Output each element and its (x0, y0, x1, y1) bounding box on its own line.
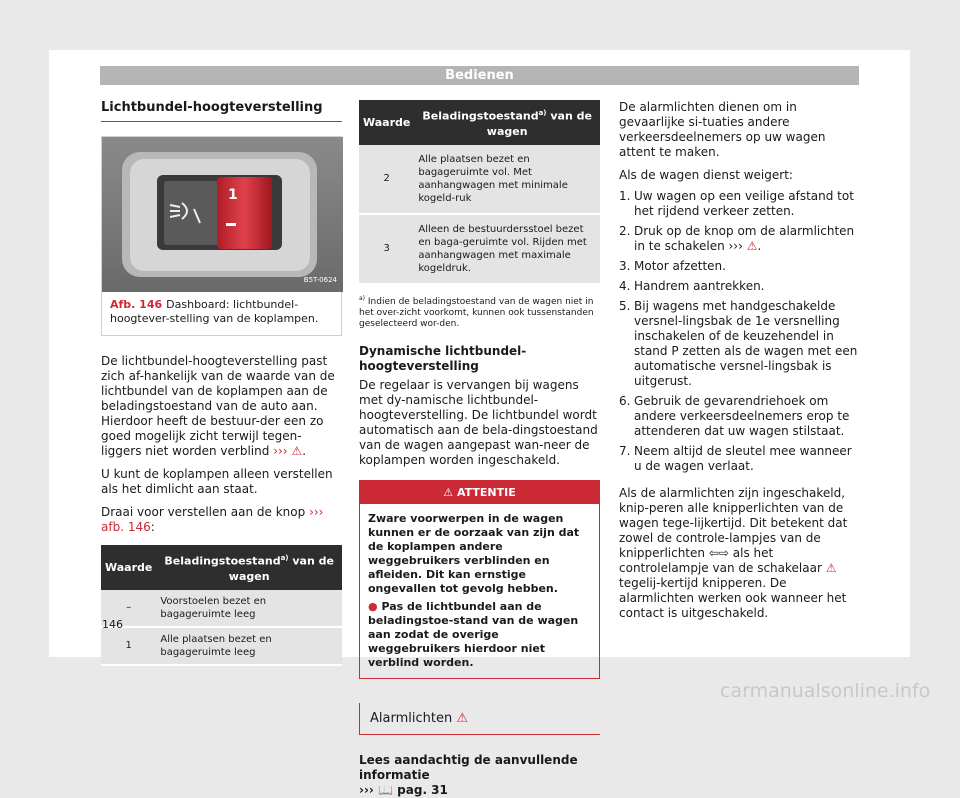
attention-body: Zware voorwerpen in de wagen kunnen er de oorzaak van zijn dat de koplampen andere weggebruikers verblinden en afleiden. Dit kan ernstige ongevallen tot gevolg hebben. ● Pas de lichtbundel aan de beladingstoe-stand van de wagen aan zodat de overige weggebruikers hierdoor niet verblind worden. (368, 511, 580, 669)
table-cell: Voorstoelen bezet en bagageruimte leeg (156, 590, 342, 627)
table-row (359, 145, 600, 214)
chapter-header: Bedienen (100, 66, 859, 85)
list-item: 1. Uw wagen op een veilige afstand tot het rijdend verkeer zetten. (619, 189, 854, 218)
headlight-range-control-image (102, 137, 343, 292)
table-row (359, 214, 600, 284)
table-row (101, 590, 342, 627)
column-2 (359, 100, 600, 798)
warning-icon: ⚠ (456, 710, 468, 726)
list-item: 6. Gebruik de gevarendriehoek om andere verkeersdeelnemers erop te attenderen dat uw wagen stilstaat. (619, 394, 850, 438)
table-cell: 2 (359, 145, 414, 214)
cross-ref-arrow[interactable]: ››› (273, 444, 288, 458)
table-cell: Alle plaatsen bezet en bagageruimte leeg (156, 627, 342, 665)
paragraph: U kunt de koplampen alleen verstellen als het dimlicht aan staat. (101, 467, 333, 496)
attention-header: ⚠ ATTENTIE (360, 481, 599, 504)
watermark: carmanualsonline.info (720, 680, 931, 702)
column-3 (619, 100, 860, 621)
footnote: $^{a)}$ Indien de beladingstoestand van de wagen niet in het over-zicht voorkomt, kunnen ook tussenstanden geselecteerd wor-den. (359, 294, 594, 329)
paragraph: Draai voor verstellen aan de knop ››› afb. 146: (101, 505, 324, 534)
list-item: 7. Neem altijd de sleutel mee wanneer u de wagen verlaat. (619, 444, 852, 473)
turn-signal-icon: ⇦⇨ (708, 546, 729, 560)
table-cell: Alle plaatsen bezet en bagageruimte vol. Met aanhangwagen met minimale kogeld-ruk (414, 145, 600, 214)
steps-list (619, 189, 860, 474)
loading-table (101, 545, 342, 666)
column-header: Waarde (101, 545, 156, 590)
page-number: 146 (102, 618, 123, 631)
table-header-row (101, 545, 342, 590)
list-item: 5. Bij wagens met handgeschakelde versnel-lingsbak de 1e versnelling inschakelen of de keuzehendel in stand P zetten als de wagen met een automatische versnel-lingsbak is uitgerust. (619, 299, 858, 388)
table-cell: – (101, 590, 156, 627)
paragraph: De regelaar is vervangen bij wagens met dy-namische lichtbundel-hoogteverstelling. De lichtbundel wordt automatisch aan de bela-dingstoestand van de wagen aangepast wan-neer de koplampen worden ingeschakeld. (359, 377, 598, 467)
list-item: 3. Motor afzetten. (619, 259, 726, 273)
subsection-title: Dynamische lichtbundel-hoogteverstelling (359, 343, 527, 373)
book-icon: 📖 (378, 782, 393, 797)
paragraph: Als de wagen dienst weigert: (619, 168, 793, 182)
bullet-icon: ● (368, 599, 378, 613)
table-cell: 1 (101, 627, 156, 665)
table-cell: Alleen de bestuurdersstoel bezet en baga-geruimte vol. Rijden met aanhangwagen met maximale kogeldruk. (414, 214, 600, 284)
figure-caption-text: Dashboard: lichtbundel-hoogtever-stelling van de koplampen. (110, 298, 319, 325)
paragraph: Als de alarmlichten zijn ingeschakeld, knip-peren alle knipperlichten van de wagen tege-lijkertijd. Dit betekent dat zowel de controle-lampjes van de knipperlichten ⇦⇨ als het controlelampje van de schakelaar ⚠ tegelij-kertijd knipperen. De alarmlichten werken ook wanneer het contact is uitgeschakeld. (619, 486, 848, 620)
section-title: Lichtbundel-hoogteverstelling (101, 100, 342, 122)
dashboard-photo (102, 137, 343, 292)
page-link[interactable]: pag. 31 (397, 782, 448, 797)
column-header: Beladingstoestand$^{a)}$ van de wagen (156, 545, 342, 590)
warning-icon: ⚠ (443, 485, 454, 499)
warning-icon: ⚠ (291, 444, 303, 458)
paragraph: De alarmlichten dienen om in gevaarlijke si-tuaties andere verkeersdeelnemers op uw wagen attent te maken. (619, 100, 826, 159)
list-item: 2. Druk op de knop om de alarmlichten in te schakelen ››› ⚠. (619, 224, 855, 253)
paragraph: De lichtbundel-hoogteverstelling past zich af-hankelijk van de waarde van de lichtbundel van de koplampen aan de beladingstoestand van de auto aan. Hierdoor heeft de bestuur-der een zo goed mogelijk zicht terwijl tegen-liggers niet worden verblind ››› ⚠. (101, 354, 335, 458)
warning-icon: ⚠ (825, 561, 837, 575)
more-info: Lees aandachtig de aanvullende informatie ››› 📖 pag. 31 (359, 752, 578, 797)
column-header: Beladingstoestand$^{a)}$ van de wagen (414, 100, 600, 145)
list-item: 4. Handrem aantrekken. (619, 279, 765, 293)
table-row (101, 627, 342, 665)
attention-box (359, 480, 600, 679)
column-1 (101, 100, 342, 666)
figure-caption (102, 292, 341, 332)
figure-146 (101, 136, 342, 336)
alarm-section-title: Alarmlichten ⚠ (359, 703, 600, 735)
table-cell: 3 (359, 214, 414, 284)
image-code: B5T-0624 (303, 276, 337, 284)
warning-icon: ⚠ (746, 239, 758, 253)
loading-table-continued (359, 100, 600, 285)
column-header: Waarde (359, 100, 414, 145)
figure-label: Afb. 146 (110, 298, 163, 311)
svg-text:1: 1 (228, 187, 238, 203)
figure-link[interactable]: ››› afb. 146 (101, 505, 324, 534)
table-header-row (359, 100, 600, 145)
